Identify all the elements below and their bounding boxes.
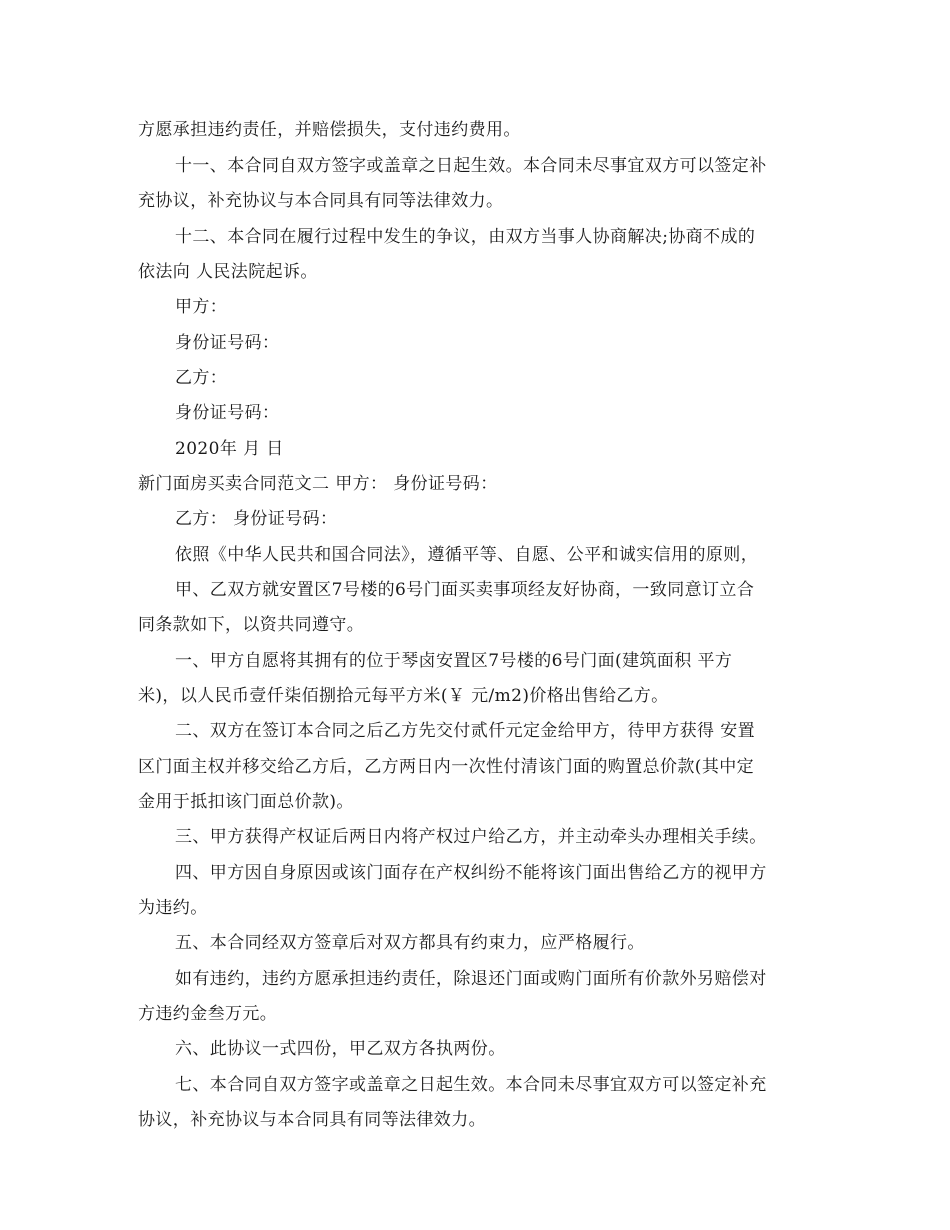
text-line: 同条款如下，以资共同遵守。 — [138, 615, 365, 635]
clause-five: 五、本合同经双方签章后对双方都具有约束力，应严格履行。 — [175, 933, 645, 953]
text-line: 依法向 人民法院起诉。 — [138, 262, 318, 282]
clause-two: 二、双方在签订本合同之后乙方先交付贰仟元定金给甲方，待甲方获得 安置 — [175, 721, 756, 741]
clause-four: 四、甲方因自身原因或该门面存在产权纠纷不能将该门面出售给乙方的视甲方 — [175, 863, 767, 883]
clause-three: 三、甲方获得产权证后两日内将产权过户给乙方，并主动牵头办理相关手续。 — [175, 827, 767, 847]
clause-one: 一、甲方自愿将其拥有的位于琴卤安置区7号楼的6号门面(建筑面积 平方 — [175, 651, 733, 671]
text-line: 米)，以人民币壹仟柒佰捌拾元每平方米(￥ 元/m2)价格出售给乙方。 — [138, 686, 669, 706]
clause-six: 六、此协议一式四份，甲乙双方各执两份。 — [175, 1039, 506, 1059]
party-b-line: 乙方： 身份证号码： — [175, 509, 338, 529]
text-line: 依照《中华人民共和国合同法》，遵循平等、自愿、公平和诚实信用的原则， — [175, 545, 759, 565]
text-line: 金用于抵扣该门面总价款)。 — [138, 792, 354, 812]
party-a-label: 甲方： — [175, 297, 228, 317]
clause-twelve: 十二、本合同在履行过程中发生的争议，由双方当事人协商解决;协商不成的 — [175, 227, 756, 247]
party-b-id-label: 身份证号码： — [175, 403, 280, 423]
date-line: 2020年 月 日 — [175, 439, 284, 459]
clause-seven: 七、本合同自双方签字或盖章之日起生效。本合同未尽事宜双方可以签定补充 — [175, 1075, 767, 1095]
party-b-label: 乙方： — [175, 368, 228, 388]
text-line: 充协议，补充协议与本合同具有同等法律效力。 — [138, 191, 504, 211]
text-line: 协议，补充协议与本合同具有同等法律效力。 — [138, 1110, 486, 1130]
clause-eleven: 十一、本合同自双方签字或盖章之日起生效。本合同未尽事宜双方可以签定补 — [175, 156, 767, 176]
text-line: 甲、乙双方就安置区7号楼的6号门面买卖事项经友好协商，一致同意订立合 — [175, 580, 755, 600]
text-line: 区门面主权并移交给乙方后，乙方两日内一次性付清该门面的购置总价款(其中定 — [138, 757, 755, 777]
text-line: 如有违约，违约方愿承担违约责任，除退还门面或购门面所有价款外另赔偿对 — [175, 969, 767, 989]
section-title: 新门面房买卖合同范文二 甲方： 身份证号码： — [138, 474, 498, 494]
text-line: 方违约金叁万元。 — [138, 1004, 278, 1024]
text-line: 为违约。 — [138, 898, 208, 918]
text-line: 方愿承担违约责任，并赔偿损失，支付违约费用。 — [138, 120, 521, 140]
party-a-id-label: 身份证号码： — [175, 333, 280, 353]
